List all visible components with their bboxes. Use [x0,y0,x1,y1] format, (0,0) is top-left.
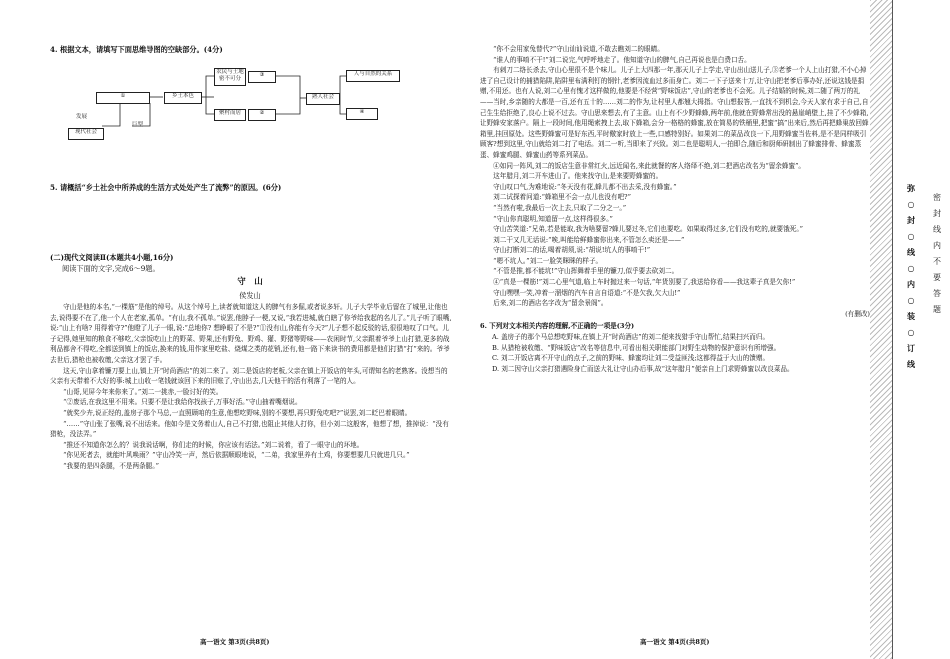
question-6: 6. 下列对文本相关内容的理解,不正确的一项是(3分) [480,322,635,331]
source-note: (有删改) [845,309,870,318]
paragraph: 这天,守山拿着镰刀要上山,镇上开“时尚酒店”的刘二来了。刘二是饭店的老板,父亲在镇上开饭店的年头,可谓知名的老熟客。没想当的父亲有天带着不大好的事:城上山收一笔钱就该回下来的旧账了,守山出去,几天他干的活有利落了一笔的人。 [50,366,448,386]
left-page [0,0,470,659]
right-page [470,0,870,659]
story-title: 守 山 [237,277,263,287]
paragraph: “当然有啦,我最后一次上去,只取了二分之一。” [480,203,627,212]
paragraph: 这年腊月,刘二开车进山了。他来找守山,是来要野蜂蜜的。 [480,172,663,181]
question-5: 5. 请概括“乡土社会中所养成的生活方式处处产生了流弊”的原因。(6分) [50,183,282,192]
mindmap-box-7: 熟人社会 [306,93,340,105]
paragraph: “不管是推,都不能坑!”守山挥舞着手里的镰刀,似乎要去砍刘二。 [480,267,679,276]
paragraph: ④如同一阵风,刘二的饭店生意非常红火,远近闻名,来此就餐的客人络绎不绝,刘二把酒店改名为“留余蜂蜜”。 [480,161,806,170]
mindmap-box-6: ② [248,109,276,121]
paragraph: 守山打断刘二的话,喝着胡须,说:“胡说!坑人的事唷干!” [480,246,651,255]
binding-char: 弥 [907,183,915,193]
paragraph: 刘二试探着问道:“蜂箱里不会一点儿也没有吧?” [480,193,631,202]
paragraph: “守山你真聪明,知道留一点,这样得很多。” [480,214,613,223]
binding-char: 密 [933,193,941,202]
paragraph: ④“真是一棵筋!”刘二心里气道,临上车时抛过来一句话,“年货别要了,我送给你看——我这辈子真是欠你!” [480,278,796,287]
option-a: A. 盖房子的那个马总想吃野味,在镇上开“时尚酒店”的刘二便来找猎手守山帮忙,结果扫兴而归。 [492,333,770,342]
binding-char: 线 [907,359,915,369]
mindmap-box-1: ① [96,92,150,104]
binding-char: 要 [933,273,941,282]
mindmap-box-2: 乡土本色 [164,92,202,104]
mindmap-label-develop: 发展 [76,114,88,120]
binding-char: ○ [907,263,915,273]
paragraph: “……”守山张了张嘴,说不出话来。他如今是文务着山人,自己不打猎,也阻止其他人打你，但小刘二这般客，他想了想，推掉说：“没有猎枪，没法弄。” [50,419,449,439]
mindmap-box-9: ④ [346,108,378,120]
paragraph: “你见死者去，就能叶风唤雨？”守山冷笑一声，然后依据顺眼地说，“二弟，我家里养有土鸡，你要想要几只就进几只。” [50,451,410,460]
paragraph: “就奖少卉,说正经的,盖房子那个马总,一直照顾咱的生意,他想吃野味,别的不要想,再只野兔吃吧?”说罢,刘二眨巴着眼睛。 [50,408,412,417]
section-header: (二)现代文阅读Ⅱ(本题共4小题,16分) [50,253,174,262]
question-4: 4. 根据文本，请填写下面思维导图的空缺部分。(4分) [50,45,223,54]
mindmap-label-2: 巨型 [132,122,144,128]
option-d: D. 刘二因守山父亲打猎遇险身亡而送大礼让守山办后事,故“这年腊月”便亲自上门求野蜂蜜以改良菜品。 [492,364,794,373]
instruction: 阅读下面的文字,完成6～9题。 [62,264,160,273]
binding-hatch [870,0,893,659]
paragraph: “山哥,见屏今年来你来了。”刘二一挑赤,一脸讨好的笑。 [50,387,223,396]
binding-char: 答 [933,289,941,298]
mindmap-box-8: 人与自然的关系 [346,70,400,82]
story-body-left [50,302,452,472]
binding-char: 线 [907,247,915,257]
binding-char: 内 [933,241,941,250]
binding-char: 封 [933,209,941,218]
paragraph: “②废话,在我这里不用来。只要不是让我给你找孩子,万事好活。”守山抽着嘴烟说。 [50,398,302,407]
binding-char: ○ [907,199,915,209]
story-body-right [480,44,870,374]
paragraph: 守山嘿嘿一笑,冲着一溜烟的汽车自言自语道:“不是欠我,欠大山!” [480,288,681,297]
paragraph: “你不会用家兔替代?”守山讪讪说道,不敢去瞧刘二的眼睛。 [480,45,664,53]
binding-char: 不 [933,257,941,266]
footer-page-4: 高一语文 第4页(共8页) [640,638,710,646]
binding-char: 内 [907,279,915,289]
binding-char: 装 [907,311,915,321]
mindmap-box-10: 现代社会 [68,128,104,140]
paragraph: 后来,刘二的酒店名字改为“留余景阁”。 [480,299,608,308]
mindmap-box-5: 聚村而居 [214,109,246,121]
binding-char: 题 [933,305,941,314]
option-b: B. 从猎枪被收缴、“野味饭店”改名等信息中,可看出相关职能部门对野生动物的保护意识有所增强。 [492,343,781,352]
paragraph: “我要的是四条腿，不是两条腿。” [50,461,159,470]
binding-char: ○ [907,295,915,305]
mindmap-box-3: 农民与土地 密不可分 [214,68,246,86]
paragraph: 刘二干又几无话说:“唉,叫能给鲜蜂蜜你出来,不管怎么卖还是——” [480,235,685,244]
mindmap-box-4: ③ [248,71,276,83]
binding-char: 封 [907,215,915,225]
option-c: C. 刘二开饭店离不开守山的点子,之前的野味、蜂蜜均让刘二受益匪浅;这都得益于大山的馈赠。 [492,354,770,363]
paragraph: “推还不知道你怎么的？说我说话啊，你们走的时候，你应该有话法。”刘二说着，看了一眼守山的坏地。 [50,440,364,449]
story-author: 侯发山 [239,291,261,300]
binding-char: ○ [907,327,915,337]
binding-char: ○ [907,231,915,241]
paragraph: “谁人的事唷不干!”刘二说完,气呼呼地走了。他知道守山的脾气,自己再说也是白费口舌。 [480,55,751,64]
paragraph: 守山是他的本名,“一棵筋”是他的绰号。从这个绰号上,读者就知道这人的脾气有多倔,或者说多轩。儿子大学毕业后留在了城里,让他也去,说得要不在了,他一个人在老家,孤单。“有山,我不孤单。”说罢,他脖子一梗,又说,“我若进城,就白瞎了你爷给我起的名儿了。”儿子听了眼嘴,说:“山上有啥? 用得着守?”他瞪了儿子一眼,说:“总地你? 想睁眼了不是?”①没有山,你能有今天?”儿子想不起反驳的话,很很地叹了口气。儿子记得,她里知的粮食不够吃,父亲饭吃山上的野菜、野果,还有野兔、野鸡、獾、野猪等野味——农闲时节,父亲跟着爷爷上山打猎,更多的战利品都舍不得吃,全都送到镇上的饭店,换来的钱,用作家里吃盐、烧煤之类的花销,还有,他一路下来读书的费用都是他们打猎“打”来的。爷爷去世后,猎枪也被收缴,父亲这才罢了手。 [50,303,452,364]
paragraph: 守山叹口气,为难地说:“冬天没有花,蜂儿都不出去采,没有蜂蜜。” [480,182,677,191]
paragraph: “嗯不坑人。”刘二一脸笑眯眯的样子。 [480,256,603,265]
paragraph: 守山苦笑道:“兄弟,若是能取,我为啥要留?蜂儿要过冬,它们也要吃。如果取得过多,它们没有吃的,就要饿死。” [480,225,803,234]
paragraph: 有刺刀二络长杀去,守山心里很不是个味儿。儿子上大四那一年,那天儿子上学走,守山出山送儿子,③老爹一个人上山打猎,不小心掉进了自己设计的捕猎陷阱,陷阱里布满利钉的钢针,老爹因流血过多而身亡。刘二一下子送来十万,让守山把老爹后事办好,还说这钱是捐赠,不用还。也有人说,刘二心里有愧才这样做的,他要是不经营“野味饭店”,守山的老爹也不会死。儿子结婚的时候,刘二随了两万的礼——当时,乡亲随的大都是一百,还有五十的……刘二的作为,让村里人都翘大拇指。守山想报答,一直找不到机会,今天人家有求于自己,自己生生给拒绝了,良心上说不过去。守山思来想去,有了主意。山上有不少野蜂蜂,两年前,他就在野蜂常出没的悬崖峭壁上,挂了不少蜂箱,让野蜂安家落户。隔上一段时间,他用绳索拽上去,取下蜂箱,会分一格格的蜂蜜,放在简易的铁桶里,把蜜“搞”出来后,然后再把蜂巢放回蜂箱里,挂回原处。这些野蜂蜜可是好东西,平时儆家时放上一些,口感特别好。如果刘二的菜品改良一下,用野蜂蜜当佐料,是不是同样吸引顾客?想到这里,守山就给刘二打了电话。刘二一听,当即来了兴致。刘二也是聪明人,一拍即合,随后和厨师研制出了蜂蜜排骨、蜂蜜蒸蛋、蜂蜜鸡腿、蜂蜜山药等系列菜品。 [480,66,869,159]
footer-page-3: 高一语文 第3页(共8页) [200,638,270,646]
binding-char: 线 [933,225,941,234]
binding-char: 订 [907,343,915,353]
binding-marks [900,180,922,372]
binding-instruction [926,190,948,318]
